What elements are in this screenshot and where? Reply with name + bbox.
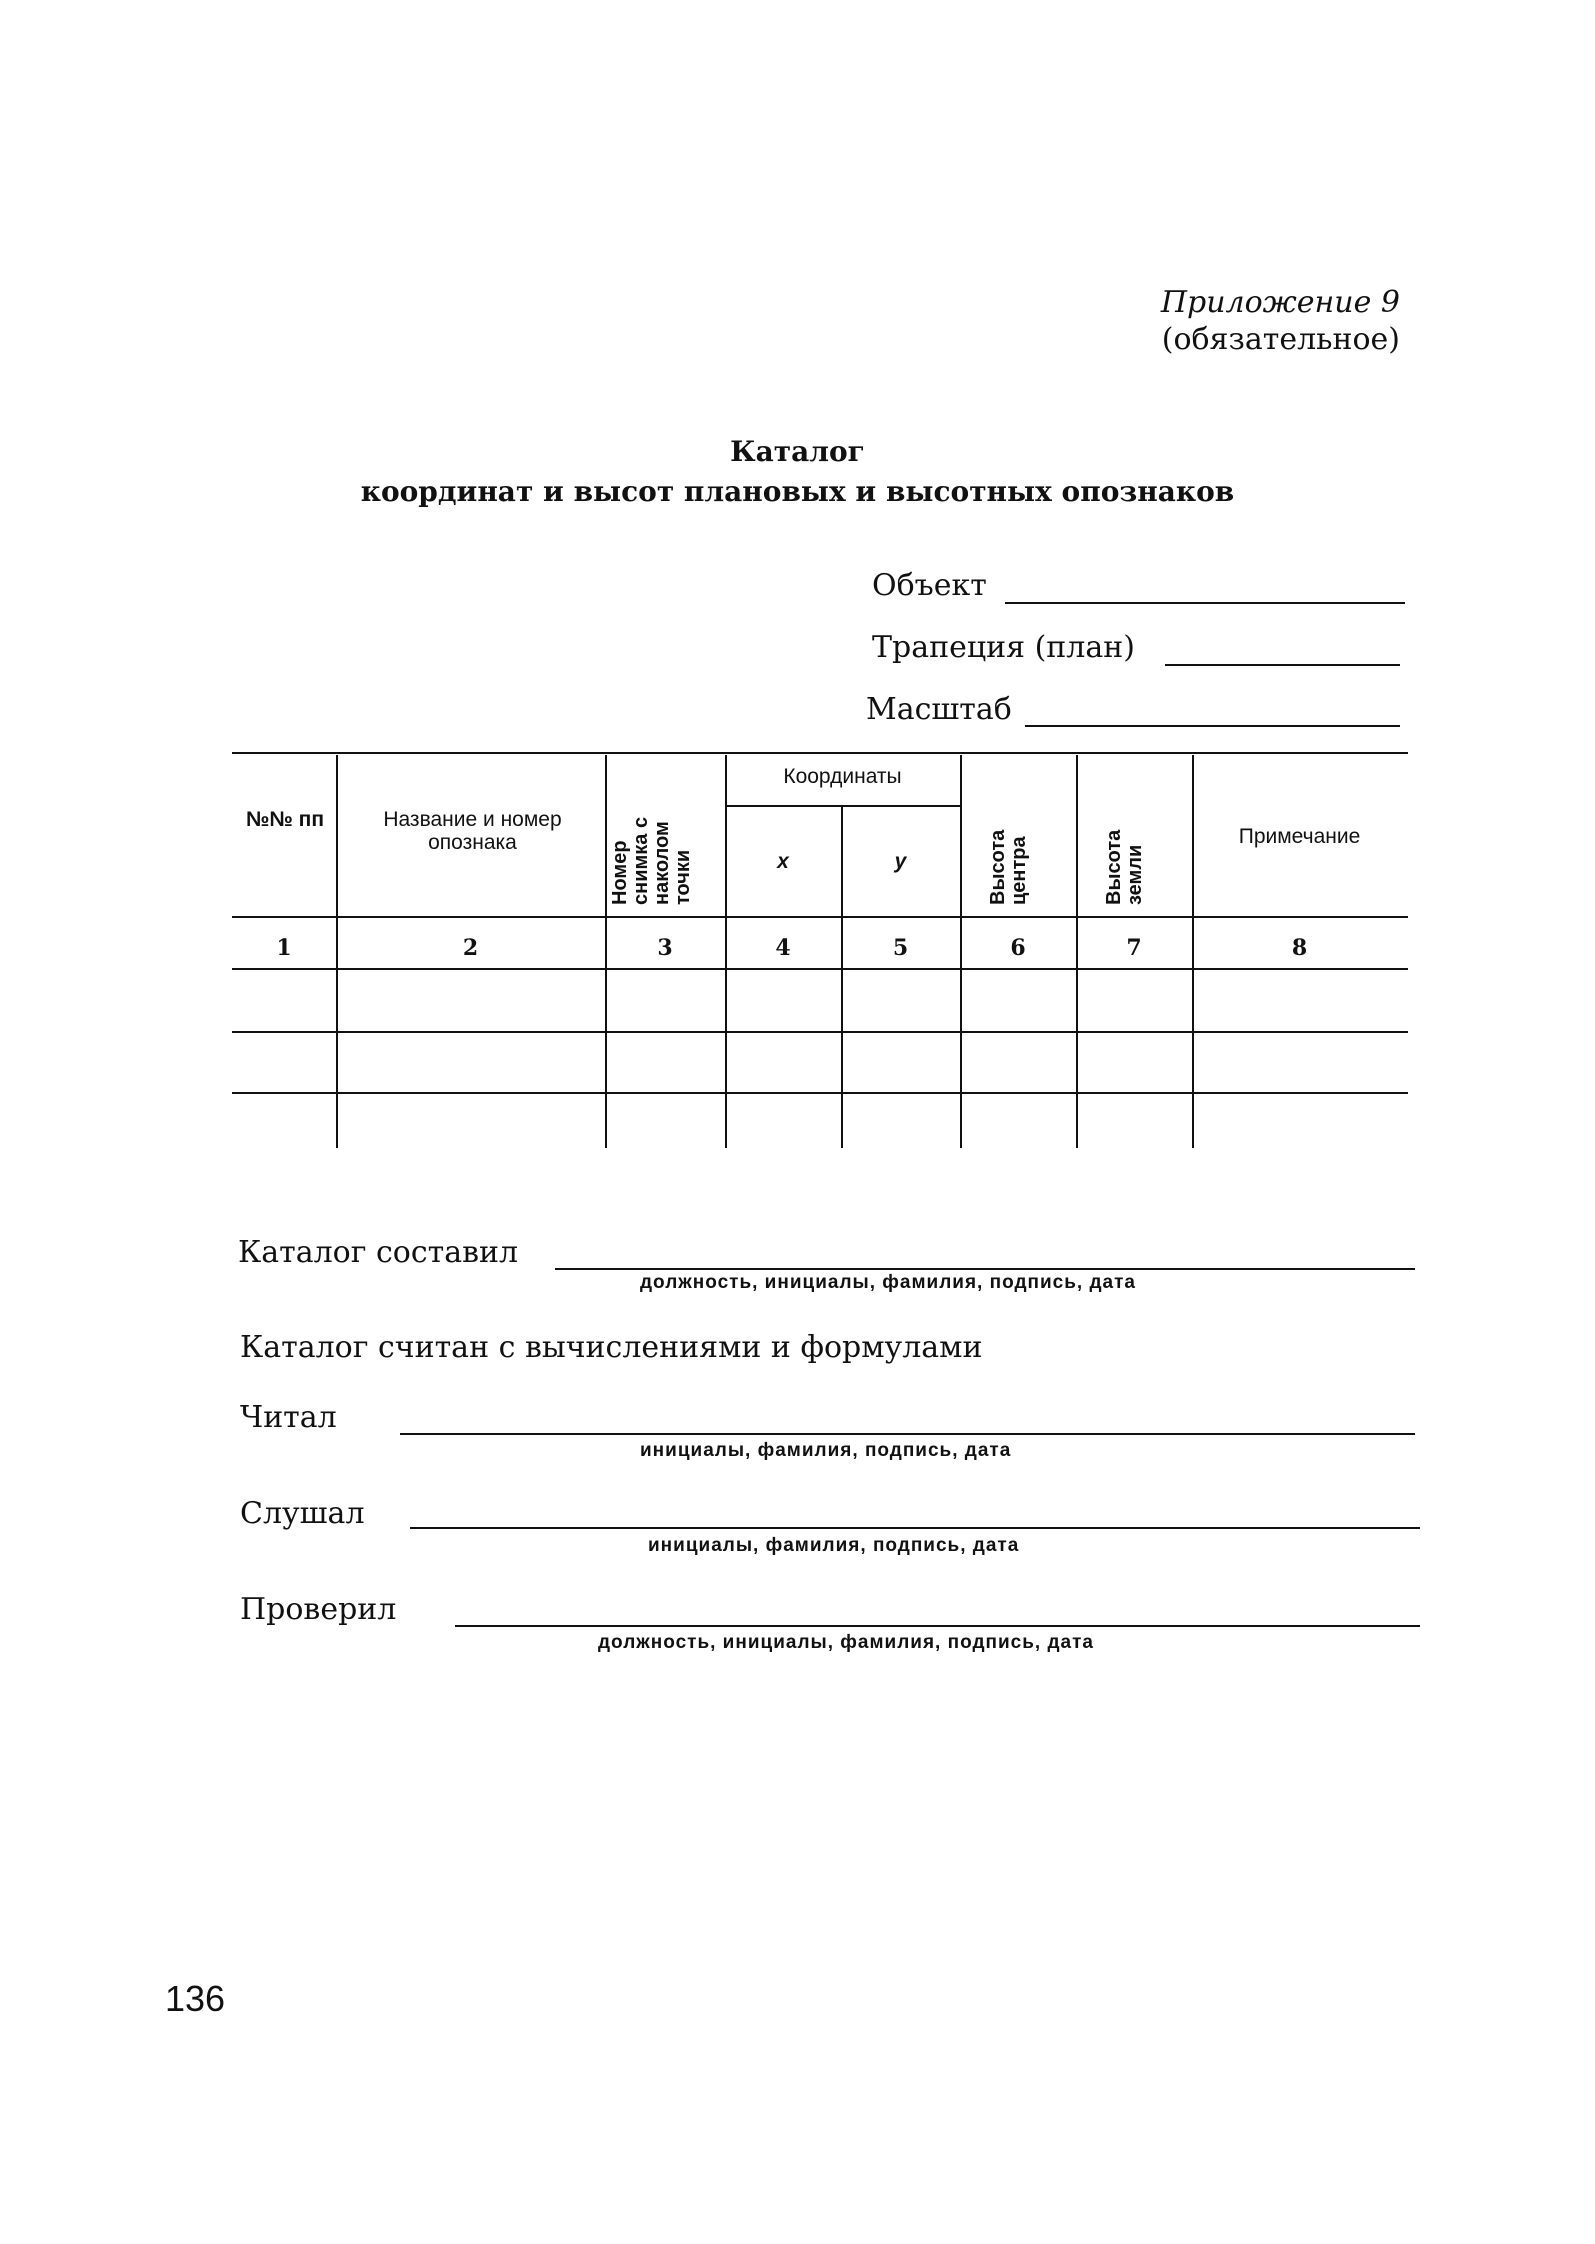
column-number: 7 [1126,935,1142,961]
document-title: Каталог [730,435,865,468]
compiled-label: Каталог составил [238,1235,519,1270]
row-divider [232,1092,1408,1094]
document-subtitle: координат и высот плановых и высотных опознаков [360,475,1235,508]
header-name: Название и номер опознака [383,808,562,855]
column-number: 5 [892,935,909,961]
appendix-label: Приложение 9 [1160,285,1400,320]
header-bottom-border [232,916,1408,918]
field-scale-label: Масштаб [866,692,1012,727]
page-number: 136 [165,1978,226,2019]
header-photo: Номер снимка с наколом точки [609,816,694,905]
column-number: 2 [462,935,479,961]
compiled-signature-line[interactable] [555,1268,1415,1270]
header-center-height: Высота центра [987,829,1030,905]
checked-note: Каталог считан с вычислениями и формулами [240,1330,983,1365]
verified-signature-line[interactable] [455,1625,1420,1627]
compiled-caption: должность, инициалы, фамилия, подпись, дата [640,1272,1136,1293]
header-note: Примечание [1238,825,1361,848]
column-number: 6 [1010,935,1026,961]
row-divider [232,1031,1408,1033]
field-trapezium-line[interactable] [1165,664,1400,666]
appendix-status: (обязательное) [1161,322,1400,357]
header-num: №№ пп [245,808,325,831]
header-x: x [777,850,789,873]
read-caption: инициалы, фамилия, подпись, дата [640,1440,1012,1461]
column-number: 8 [1291,935,1308,961]
field-object-line[interactable] [1005,602,1405,604]
listened-signature-line[interactable] [410,1527,1420,1529]
column-number: 4 [775,935,791,961]
header-y: y [894,850,907,873]
verified-caption: должность, инициалы, фамилия, подпись, дата [598,1632,1094,1653]
column-number: 1 [276,935,292,961]
verified-label: Проверил [240,1592,397,1627]
header-ground-height: Высота земли [1103,829,1146,905]
field-trapezium-label: Трапеция (план) [872,630,1135,665]
read-label: Читал [240,1400,337,1435]
field-object-label: Объект [872,568,987,603]
field-scale-line[interactable] [1025,725,1400,727]
listened-caption: инициалы, фамилия, подпись, дата [648,1535,1020,1556]
listened-label: Слушал [240,1496,365,1531]
numbers-bottom-border [232,968,1408,970]
table-top-border [232,752,1408,754]
read-signature-line[interactable] [400,1433,1415,1435]
header-coords: Координаты [783,765,902,788]
column-number: 3 [657,935,673,961]
